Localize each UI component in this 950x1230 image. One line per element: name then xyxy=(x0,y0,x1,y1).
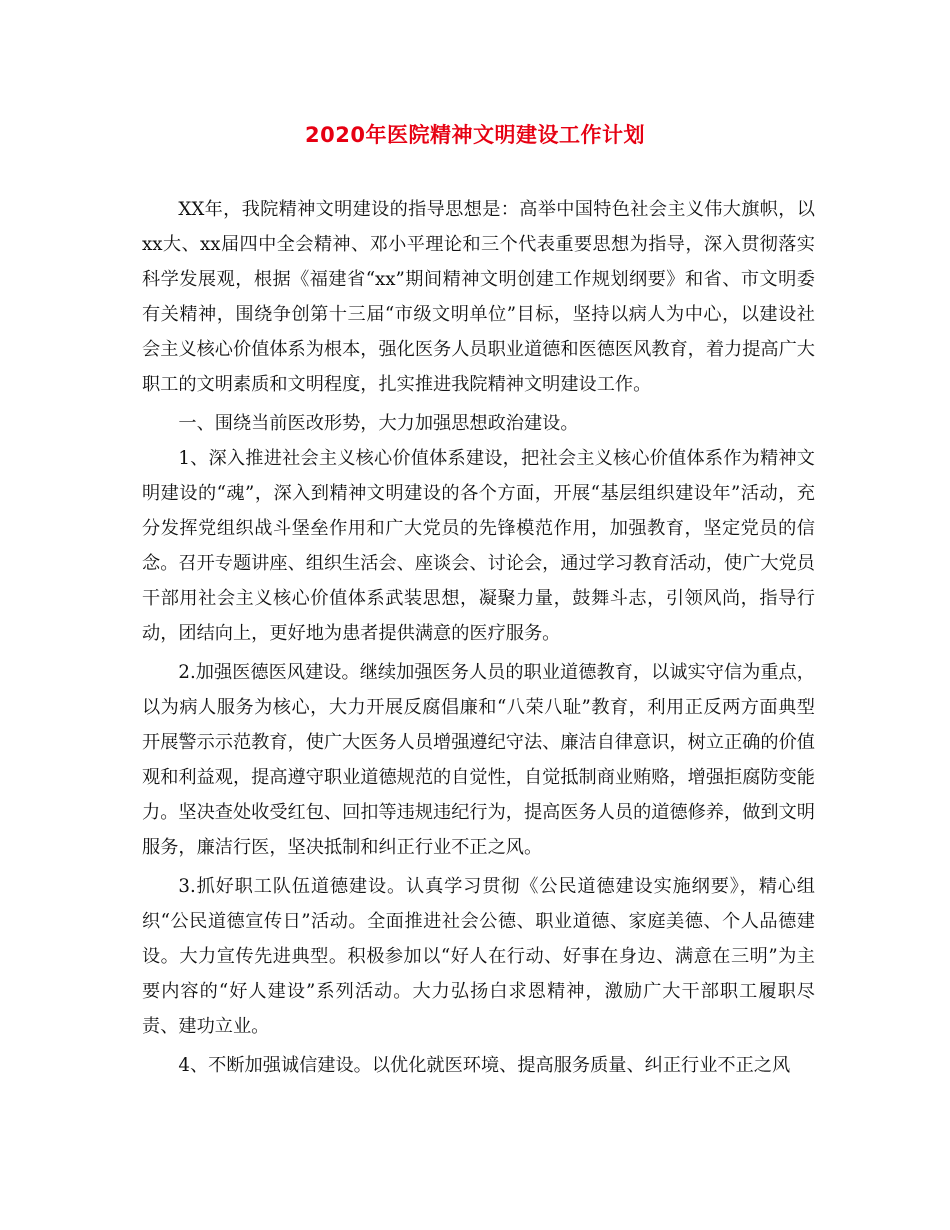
paragraph-guiding-ideology: XX年，我院精神文明建设的指导思想是：高举中国特色社会主义伟大旗帜，以xx大、xx届四中全会精神、邓小平理论和三个代表重要思想为指导，深入贯彻落实科学发展观，根据《福建省“xx”期间精神文明创建工作规划纲要》和省、市文明委有关精神，围绕争创第十三届“市级文明单位”目标，坚持以病人为中心，以建设社会主义核心价值体系为根本，强化医务人员职业道德和医德医风教育，着力提高广大职工的文明素质和文明程度，扎实推进我院精神文明建设工作。 xyxy=(142,199,815,395)
paragraph-item-4: 4、不断加强诚信建设。以优化就医环境、提高服务质量、纠正行业不正之风 xyxy=(178,1055,791,1076)
document-body xyxy=(142,192,815,1083)
section-heading-one: 一、围绕当前医改形势，大力加强思想政治建设。 xyxy=(178,413,579,434)
document-title: 2020年医院精神文明建设工作计划 xyxy=(305,123,645,147)
paragraph-item-3: 3.抓好职工队伍道德建设。认真学习贯彻《公民道德建设实施纲要》，精心组织“公民道德宣传日”活动。全面推进社会公德、职业道德、家庭美德、个人品德建设。大力宣传先进典型。积极参加以“好人在行动、好事在身边、满意在三明”为主要内容的“好人建设”系列活动。大力弘扬白求恩精神，激励广大干部职工履职尽责、建功立业。 xyxy=(142,876,815,1037)
paragraph-item-2: 2.加强医德医风建设。继续加强医务人员的职业道德教育，以诚实守信为重点，以为病人服务为核心，大力开展反腐倡廉和“八荣八耻”教育，利用正反两方面典型开展警示示范教育，使广大医务人员增强遵纪守法、廉洁自律意识，树立正确的价值观和利益观，提高遵守职业道德规范的自觉性，自觉抵制商业贿赂，增强拒腐防变能力。坚决查处收受红包、回扣等违规违纪行为，提高医务人员的道德修养，做到文明服务，廉洁行医，坚决抵制和纠正行业不正之风。 xyxy=(142,662,815,858)
paragraph-item-1: 1、深入推进社会主义核心价值体系建设，把社会主义核心价值体系作为精神文明建设的“魂”，深入到精神文明建设的各个方面，开展“基层组织建设年”活动，充分发挥党组织战斗堡垒作用和广大党员的先锋模范作用，加强教育，坚定党员的信念。召开专题讲座、组织生活会、座谈会、讨论会，通过学习教育活动，使广大党员干部用社会主义核心价值体系武装思想，凝聚力量，鼓舞斗志，引领风尚，指导行动，团结向上，更好地为患者提供满意的医疗服务。 xyxy=(142,448,815,644)
